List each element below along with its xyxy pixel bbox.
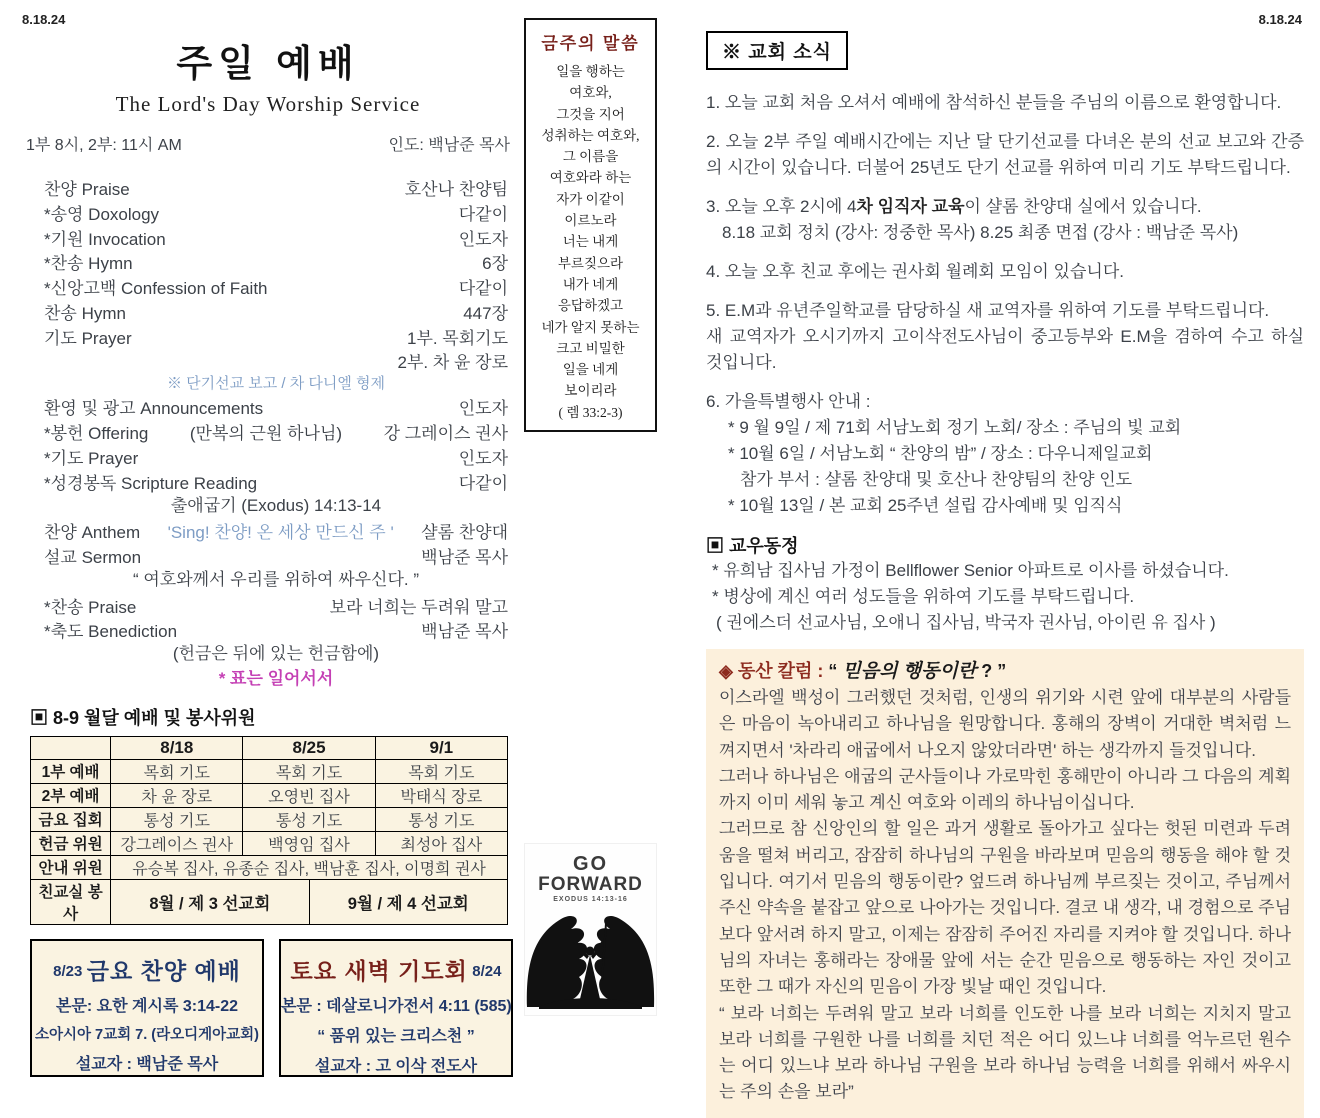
table-row — [31, 831, 508, 855]
news-item-6-sub1: * 9 월 9일 / 제 71회 서남노회 정기 노회/ 장소 : 주님의 빛 교회 — [728, 418, 1182, 437]
friday-scripture: 본문: 요한 계시록 3:14-22 — [55, 997, 238, 1015]
item-value: 447장 — [463, 303, 508, 323]
table-row — [31, 855, 508, 879]
weekly-verse-box — [524, 18, 657, 432]
item-value: 강 그레이스 권사 — [383, 424, 508, 444]
friday-box-title-line — [32, 953, 262, 986]
verse-line: 일을 네게 — [562, 362, 619, 378]
worship-row-anthem — [44, 518, 508, 543]
table-cell: 오영빈 집사 — [243, 783, 375, 807]
item-label: *기원 Invocation — [44, 229, 166, 249]
member-news-section — [706, 532, 1304, 636]
table-cell: 최성아 집사 — [375, 831, 507, 855]
table-cell: 차 윤 장로 — [111, 783, 243, 807]
anthem-title: 'Sing! 찬양! 온 세상 만드신 주 ' — [167, 523, 394, 543]
worship-row — [44, 225, 508, 250]
duty-table-heading: ▣ 8-9 월달 예배 및 봉사위원 — [30, 707, 256, 728]
news-item-6-text: 6. 가을특별행사 안내 : — [706, 392, 871, 411]
row-label: 안내 위원 — [31, 855, 111, 879]
table-row — [31, 759, 508, 783]
table-row — [31, 783, 508, 807]
column-quote-open: “ — [828, 661, 838, 681]
item-label: *찬송 Praise — [44, 597, 137, 617]
news-item-3-sub: 8.18 교회 정치 (강사: 정중한 목사) 8.25 최종 면접 (강사 : 백남준 목사) — [722, 223, 1239, 242]
news-item-3-post: 이 샬롬 찬양대 실에서 있습니다. — [964, 197, 1202, 216]
news-item-3-pre: 3. 오늘 오후 2시에 4 — [706, 197, 857, 216]
worship-row — [44, 274, 508, 299]
item-label: *봉헌 Offering — [44, 424, 149, 444]
verse-line: 그것을 지어 — [556, 106, 625, 122]
worship-row — [44, 394, 508, 419]
news-item-5-text: 5. E.M과 유년주일학교를 담당하실 새 교역자를 위하여 기도를 부탁드립니다. — [706, 301, 1270, 320]
verse-line: 네가 알지 못하는 — [541, 319, 640, 335]
worship-row — [44, 618, 508, 643]
news-item-6-sub4: * 10월 13일 / 본 교회 25주년 설립 감사예배 및 임직식 — [728, 496, 1123, 515]
item-value: 인도자 — [458, 399, 508, 419]
row-label: 헌금 위원 — [31, 831, 111, 855]
offering-hymn: (만복의 근원 하나님) — [189, 424, 343, 444]
verse-line: 부르짖으라 — [557, 255, 624, 271]
right-page — [706, 12, 1304, 1118]
sermon-title: “ 여호와께서 우리를 위하여 싸우신다. ” — [133, 569, 419, 589]
table-cell: 목회 기도 — [375, 759, 507, 783]
item-value: 6장 — [482, 254, 508, 274]
friday-title: 금요 찬양 예배 — [86, 957, 241, 984]
worship-row — [44, 593, 508, 618]
member-news-line: ( 권에스더 선교사님, 오애니 집사님, 박국자 권사님, 아이린 유 집사 ) — [716, 613, 1216, 632]
church-news-list — [706, 90, 1304, 519]
item-value: 다같이 — [458, 279, 508, 299]
member-news-line: * 유희남 집사님 가정이 Bellflower Senior 아파트로 이사를 하셨습니다. — [712, 561, 1229, 580]
saturday-scripture: 본문 : 데살로니가전서 4:11 (585) — [281, 997, 512, 1015]
news-item-6 — [706, 389, 1304, 519]
table-row — [31, 879, 508, 924]
row-label: 2부 예배 — [31, 783, 111, 807]
table-cell: 통성 기도 — [111, 807, 243, 831]
verse-line: 응답하겠고 — [557, 298, 624, 314]
news-item-3 — [706, 194, 1304, 246]
item-label: 찬양 Praise — [44, 179, 130, 199]
worship-row — [44, 543, 508, 568]
member-news-line: * 병상에 계신 여러 성도들을 위하여 기도를 부탁드립니다. — [712, 587, 1135, 606]
row-label: 친교실 봉사 — [31, 879, 111, 924]
table-cell: 강그레이스 권사 — [111, 831, 243, 855]
verse-line: 일을 행하는 — [556, 64, 625, 79]
column-paragraph: “ 보라 너희는 두려워 말고 보라 너희를 인도한 나를 보라 너희는 지치지 말고 보라 너희를 구원한 나를 너희를 치던 적은 어디 있느냐 너희를 억누르던 원수는 어디 있느냐 보라 하나님 구원을 보라 하나님 능력을 너희를 위해서 싸우시는 주의 손을 보라” — [719, 1003, 1291, 1102]
worship-row — [44, 469, 508, 494]
item-label: 기도 Prayer — [44, 328, 132, 348]
item-label: 설교 Sermon — [44, 548, 142, 568]
column-heading — [719, 658, 1291, 685]
worship-row — [44, 299, 508, 324]
col-header: 9/1 — [375, 736, 507, 759]
row-label: 금요 집회 — [31, 807, 111, 831]
item-value: 백남준 목사 — [421, 622, 508, 642]
verse-line: 그 이름을 — [562, 149, 619, 165]
news-item-1: 1. 오늘 교회 처음 오셔서 예배에 참석하신 분들을 주님의 이름으로 환영합니다. — [706, 93, 1282, 112]
go-forward-word2: FORWARD — [538, 874, 643, 895]
item-value: 보라 너희는 두려워 말고 — [329, 597, 508, 617]
item-label: 환영 및 광고 Announcements — [44, 399, 264, 419]
verse-reference: ( 렘 33:2-3) — [558, 404, 623, 420]
verse-box-title: 금주의 말씀 — [541, 34, 640, 53]
column-paragraph: 그러므로 참 신앙인의 할 일은 과거 생활로 돌아가고 싶다는 헛된 미련과 두려움을 떨쳐 버리고, 잠잠히 하나님의 구원을 바라보며 믿음의 행동을 해야 할 것입니다. 여기서 믿음의 행동이란? 엎드려 하나님께 부르짖는 것이고, 주님께서 주신 약속을 붙잡고 앞으로 나아가는 것입니다. 결코 내 생각, 내 경험으로 주님 보다 앞서려 하지 말고, 이제는 잠잠히 주어진 자리를 지켜야 할 것입니다. 하나님의 자녀는 홍해라는 장애물 앞에 서는 순간 믿음으로 행동하는 자인 것이고 또한 그 때가 자신의 믿음이 가장 빛날 때인 것입니다. — [719, 819, 1291, 997]
column-paragraph: 이스라엘 백성이 그러했던 것처럼, 인생의 위기와 시련 앞에 대부분의 사람들은 마음이 녹아내리고 하나님을 원망합니다. 홍해의 장벽이 거대한 벽처럼 느껴지면서 '차라리 애굽에서 나오지 않았더라면' 하는 생각까지 들것입니다. — [719, 688, 1291, 760]
saturday-title: 토요 새벽 기도회 — [290, 957, 468, 984]
go-forward-subtitle: EXODUS 14:13-16 — [553, 896, 628, 903]
mission-report-note: ※ 단기선교 보고 / 차 다니엘 형제 — [166, 375, 386, 393]
col-header: 8/25 — [243, 736, 375, 759]
news-item-6-sub3: 참가 부서 : 샬롬 찬양대 및 호산나 찬양팀의 찬양 인도 — [740, 470, 1133, 489]
item-label: 찬송 Hymn — [44, 303, 126, 323]
table-row — [31, 807, 508, 831]
item-label: *축도 Benediction — [44, 622, 178, 642]
table-cell: 백영임 집사 — [243, 831, 375, 855]
table-cell: 박태식 장로 — [375, 783, 507, 807]
news-item-3-bold: 차 임직자 교육 — [856, 197, 965, 216]
item-value: 2부. 차 윤 장로 — [397, 353, 508, 373]
saturday-prayer-box — [279, 939, 513, 1077]
church-news-heading: ※ 교회 소식 — [706, 31, 848, 70]
standing-note: * 표는 일어서서 — [218, 669, 334, 689]
friday-preacher: 설교자 : 백남준 목사 — [75, 1055, 219, 1073]
saturday-theme: “ 품위 있는 크리스천 ” — [317, 1027, 475, 1045]
verse-line: 여호와라 하는 — [549, 170, 632, 186]
service-meta — [22, 132, 514, 155]
table-cell-half: 8월 / 제 3 선교회 — [111, 879, 309, 924]
item-label: *신앙고백 Confession of Faith — [44, 279, 268, 299]
table-cell: 목회 기도 — [243, 759, 375, 783]
worship-row — [44, 324, 508, 349]
saturday-date: 8/24 — [472, 962, 502, 980]
table-cell: 목회 기도 — [111, 759, 243, 783]
go-forward-word1: GO — [572, 853, 609, 875]
table-cell-span: 유승복 집사, 유종순 집사, 백남훈 집사, 이명희 권사 — [111, 855, 508, 879]
item-label: *성경봉독 Scripture Reading — [44, 473, 258, 493]
table-header-row — [31, 736, 508, 759]
member-news-heading: ▣ 교우동정 — [706, 536, 799, 556]
go-forward-illustration — [524, 843, 657, 1016]
service-times: 1부 8시, 2부: 11시 AM — [26, 137, 182, 154]
friday-worship-box — [30, 939, 264, 1077]
event-boxes — [30, 939, 514, 1077]
verse-line: 내가 네게 — [562, 276, 619, 292]
verse-line: 여호와, — [569, 85, 612, 101]
column-quote-close: ? ” — [981, 661, 1007, 681]
col-header: 8/18 — [111, 736, 243, 759]
worship-order-list — [22, 175, 514, 692]
news-item-5 — [706, 298, 1304, 376]
duty-table-section — [22, 704, 514, 925]
verse-line: 이르노라 — [564, 213, 617, 229]
left-page — [22, 12, 514, 1077]
item-label: 찬양 Anthem — [44, 523, 141, 543]
worship-row — [44, 249, 508, 274]
item-value: 인도자 — [458, 229, 508, 249]
news-item-2: 2. 오늘 2부 주일 예배시간에는 지난 달 단기선교를 다녀온 분의 선교 보고와 간증의 시간이 있습니다. 더불어 25년도 단기 선교를 위하여 미리 기도 부탁드립니다. — [706, 132, 1304, 177]
news-item-4: 4. 오늘 오후 친교 후에는 권사회 월례회 모임이 있습니다. — [706, 262, 1124, 281]
page-title: 주일 예배 — [176, 43, 360, 84]
page-subtitle: The Lord's Day Worship Service — [115, 92, 421, 116]
item-value: 인도자 — [458, 448, 508, 468]
date-left: 8.18.24 — [22, 12, 66, 27]
verse-line: 너는 내게 — [562, 234, 619, 250]
item-value: 1부. 목회기도 — [406, 328, 508, 348]
friday-series: 소아시아 7교회 7. (라오디게아교회) — [35, 1026, 259, 1043]
table-cell-half: 9월 / 제 4 선교회 — [309, 879, 507, 924]
row-label: 1부 예배 — [31, 759, 111, 783]
saturday-preacher: 설교자 : 고 이삭 전도사 — [314, 1057, 478, 1075]
item-value: 다같이 — [458, 473, 508, 493]
offering-box-note: (헌금은 뒤에 있는 헌금함에) — [172, 644, 380, 664]
verse-line: 보이리라 — [564, 383, 617, 399]
duty-table — [30, 736, 508, 925]
worship-row-offering — [44, 419, 508, 444]
item-label: *송영 Doxology — [44, 204, 160, 224]
table-cell: 통성 기도 — [243, 807, 375, 831]
item-value: 호산나 찬양팀 — [404, 179, 508, 199]
worship-row — [44, 349, 508, 374]
date-right: 8.18.24 — [1258, 12, 1302, 27]
scripture-reference: 출애굽기 (Exodus) 14:13-14 — [170, 495, 382, 515]
verse-line: 성취하는 여호와, — [541, 127, 640, 143]
item-value: 백남준 목사 — [421, 548, 508, 568]
item-value: 다같이 — [458, 204, 508, 224]
news-item-5-sub: 새 교역자가 오시기까지 고이삭전도사님이 중고등부와 E.M을 겸하여 수고 하실 것입니다. — [706, 327, 1304, 372]
news-item-6-sub2: * 10월 6일 / 서남노회 “ 찬양의 밤” / 장소 : 다우니제일교회 — [728, 444, 1153, 463]
table-cell: 통성 기도 — [375, 807, 507, 831]
service-leader: 인도: 백남준 목사 — [388, 137, 510, 154]
column-label: ◈ 동산 칼럼 : — [719, 661, 824, 681]
pastor-column-box — [706, 649, 1304, 1118]
column-title: 믿음의 행동이란 — [842, 661, 977, 682]
item-label: *찬송 Hymn — [44, 254, 133, 274]
worship-row — [44, 175, 508, 200]
item-label: *기도 Prayer — [44, 448, 139, 468]
worship-row — [44, 200, 508, 225]
parted-sea-moses-illustration — [525, 903, 656, 1009]
worship-row — [44, 444, 508, 469]
verse-line: 자가 이같이 — [556, 191, 625, 207]
column-paragraph: 그러나 하나님은 애굽의 군사들이나 가로막힌 홍해만이 아니라 그 다음의 계획까지 이미 세워 놓고 계신 여호와 이레의 하나님이십니다. — [719, 766, 1291, 813]
corner-cell — [31, 736, 111, 759]
item-value: 샬롬 찬양대 — [421, 523, 508, 543]
verse-text — [526, 61, 655, 423]
friday-date: 8/23 — [53, 962, 83, 980]
saturday-box-title-line — [281, 953, 511, 986]
verse-line: 크고 비밀한 — [556, 340, 625, 356]
